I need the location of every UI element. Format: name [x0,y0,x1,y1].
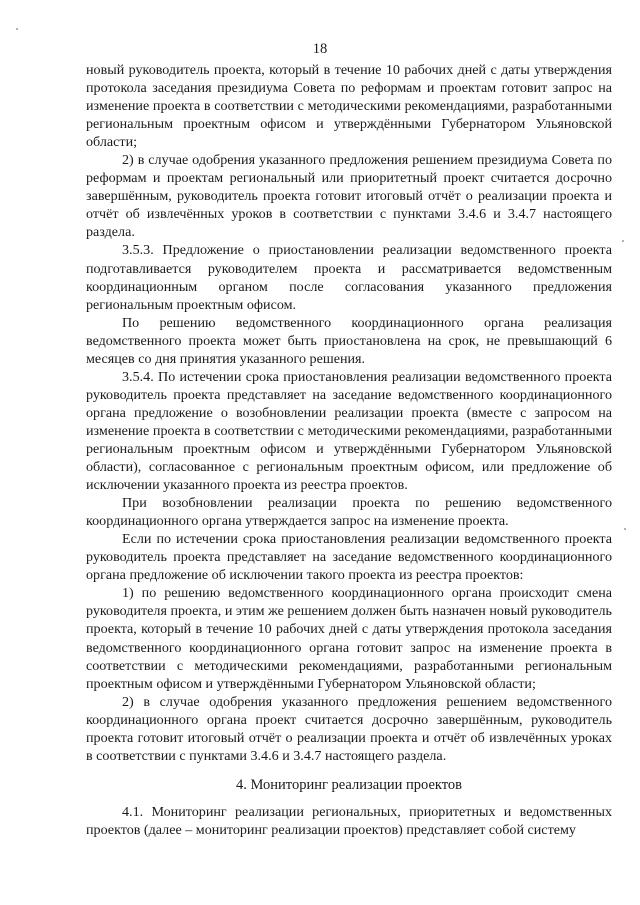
paragraph: 1) по решению ведомственного координационного органа происходит смена руководителя проекта, и этим же решением должен быть назначен новый руководитель проекта, который в течение 10 рабочих дней с даты утверждения протокола заседания ведомственного координационного органа готовит запрос на изменение проекта в соответствии с методическими рекомендациями, разработанными региональным проектным офисом и утверждёнными Губернатором Ульяновской области; [86,585,612,692]
paragraph: Если по истечении срока приостановления реализации ведомственного проекта руководитель проекта представляет на заседание ведомственного координационного органа предложение об исключении такого проекта из реестра проектов: [86,531,612,584]
scan-speck [16,28,18,30]
paragraph: 2) в случае одобрения указанного предложения решением ведомственного координационного органа проект считается досрочно завершённым, руководитель проекта готовит итоговый отчёт о реализации проекта и отчёт об извлечённых уроках в соответствии с пунктами 3.4.6 и 3.4.7 настоящего раздела. [86,693,612,764]
scan-speck [622,240,624,242]
page-number: 18 [312,41,328,57]
paragraph: По решению ведомственного координационного органа реализация ведомственного проекта может быть приостановлена на срок, не превышающий 6 месяцев со дня принятия указанного решения. [86,314,612,367]
section-heading: 4. Мониторинг реализации проектов [236,776,462,793]
paragraph: При возобновлении реализации проекта по решению ведомственного координационного органа утверждается запрос на изменение проекта. [86,495,612,530]
paragraph: новый руководитель проекта, который в течение 10 рабочих дней с даты утверждения протокола заседания президиума Совета по реформам и проектам готовит запрос на изменение проекта в соответствии с методическими рекомендациями, разработанными региональным проектным офисом и утверждёнными Губернатором Ульяновской области; [86,62,612,151]
paragraph: 3.5.4. По истечении срока приостановления реализации ведомственного проекта руководитель проекта представляет на заседание ведомственного координационного органа предложение о возобновлении реализации проекта (вместе с запросом на изменение проекта в соответствии с методическими рекомендациями, разработанными региональным проектным офисом и утверждёнными Губернатором Ульяновской области), согласованное с региональным проектным офисом, или предложение об исключении указанного проекта из реестра проектов. [86,368,612,494]
document-body [86,61,612,839]
paragraph: 4.1. Мониторинг реализации региональных, приоритетных и ведомственных проектов (далее – мониторинг реализации проектов) представляет собой систему [86,803,612,838]
paragraph: 3.5.3. Предложение о приостановлении реализации ведомственного проекта подготавливается руководителем проекта и рассматривается ведомственным координационным органом после согласования указанного предложения региональным проектным офисом. [86,242,612,313]
paragraph: 2) в случае одобрения указанного предложения решением президиума Совета по реформам и проектам региональный или приоритетный проект считается досрочно завершённым, руководитель проекта готовит итоговый отчёт о реализации проекта и отчёт об извлечённых уроков в соответствии с пунктами 3.4.6 и 3.4.7 настоящего раздела. [86,152,612,241]
scan-speck [624,528,626,530]
